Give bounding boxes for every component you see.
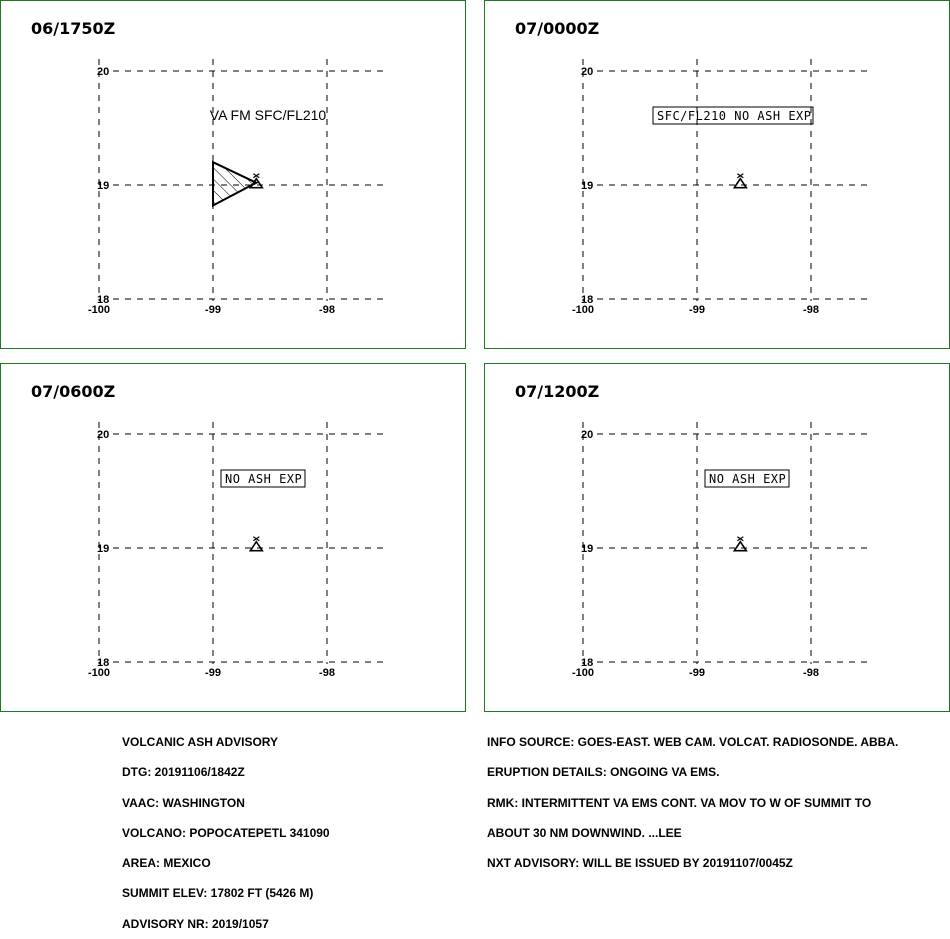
lat-tick-label: 18 <box>581 657 594 669</box>
lon-tick-label: -100 <box>571 667 595 679</box>
volcano-icon <box>734 537 746 551</box>
advisory-line: VOLCANO: POPOCATEPETL 341090 <box>122 825 330 840</box>
advisory-line: NXT ADVISORY: WILL BE ISSUED BY 20191107/0045Z <box>487 856 793 871</box>
map-plot <box>485 1 950 350</box>
advisory-details-block <box>487 717 898 878</box>
lat-tick-label: 20 <box>581 66 594 78</box>
lon-tick-label: -99 <box>205 304 221 316</box>
advisory-line: VOLCANIC ASH ADVISORY <box>122 735 279 749</box>
lon-tick-label: -98 <box>803 667 819 679</box>
forecast-panel-4 <box>484 363 950 712</box>
forecast-panel-1 <box>0 0 466 349</box>
lon-tick-label: -98 <box>319 304 335 316</box>
lat-tick-label: 19 <box>97 543 110 555</box>
advisory-line: VAAC: WASHINGTON <box>122 795 245 810</box>
lat-tick-label: 20 <box>97 66 110 78</box>
map-plot <box>1 1 467 350</box>
panel-time-label: 07/1200Z <box>515 382 600 401</box>
volcano-icon <box>250 537 262 551</box>
panel-time-label: 07/0000Z <box>515 19 600 38</box>
panel-time-label: 07/0600Z <box>31 382 116 401</box>
volcano-icon <box>734 174 746 188</box>
lon-tick-label: -99 <box>689 304 705 316</box>
lat-tick-label: 18 <box>97 294 110 306</box>
advisory-line: SUMMIT ELEV: 17802 FT (5426 M) <box>122 886 314 901</box>
lat-tick-label: 18 <box>581 294 594 306</box>
lon-tick-label: -100 <box>571 304 595 316</box>
lon-tick-label: -99 <box>205 667 221 679</box>
forecast-note: NO ASH EXP <box>225 472 303 486</box>
lon-tick-label: -100 <box>87 304 111 316</box>
lon-tick-label: -98 <box>803 304 819 316</box>
lon-tick-label: -100 <box>87 667 111 679</box>
advisory-line: ADVISORY NR: 2019/1057 <box>122 916 269 931</box>
lon-tick-label: -98 <box>319 667 335 679</box>
advisory-line: AREA: MEXICO <box>122 856 211 871</box>
lat-tick-label: 19 <box>581 543 594 555</box>
lat-tick-label: 20 <box>97 429 110 441</box>
advisory-line: ABOUT 30 NM DOWNWIND. ...LEE <box>487 825 682 840</box>
advisory-header-block <box>122 717 330 939</box>
advisory-line: DTG: 20191106/1842Z <box>122 765 245 780</box>
lat-tick-label: 20 <box>581 429 594 441</box>
lat-tick-label: 18 <box>97 657 110 669</box>
forecast-panel-2 <box>484 0 950 349</box>
forecast-note: SFC/FL210 NO ASH EXP <box>657 109 812 123</box>
panel-time-label: 06/1750Z <box>31 19 116 38</box>
advisory-line: INFO SOURCE: GOES-EAST. WEB CAM. VOLCAT. RADIOSONDE. ABBA. <box>487 735 899 749</box>
forecast-note: VA FM SFC/FL210 <box>209 107 327 123</box>
map-plot <box>1 364 467 713</box>
lat-tick-label: 19 <box>97 180 110 192</box>
forecast-panel-3 <box>0 363 466 712</box>
map-plot <box>485 364 950 713</box>
forecast-note: NO ASH EXP <box>709 472 787 486</box>
lat-tick-label: 19 <box>581 180 594 192</box>
lon-tick-label: -99 <box>689 667 705 679</box>
advisory-line: RMK: INTERMITTENT VA EMS CONT. VA MOV TO W OF SUMMIT TO <box>487 795 872 810</box>
ash-cloud-polygon <box>213 162 256 205</box>
advisory-line: ERUPTION DETAILS: ONGOING VA EMS. <box>487 765 720 780</box>
